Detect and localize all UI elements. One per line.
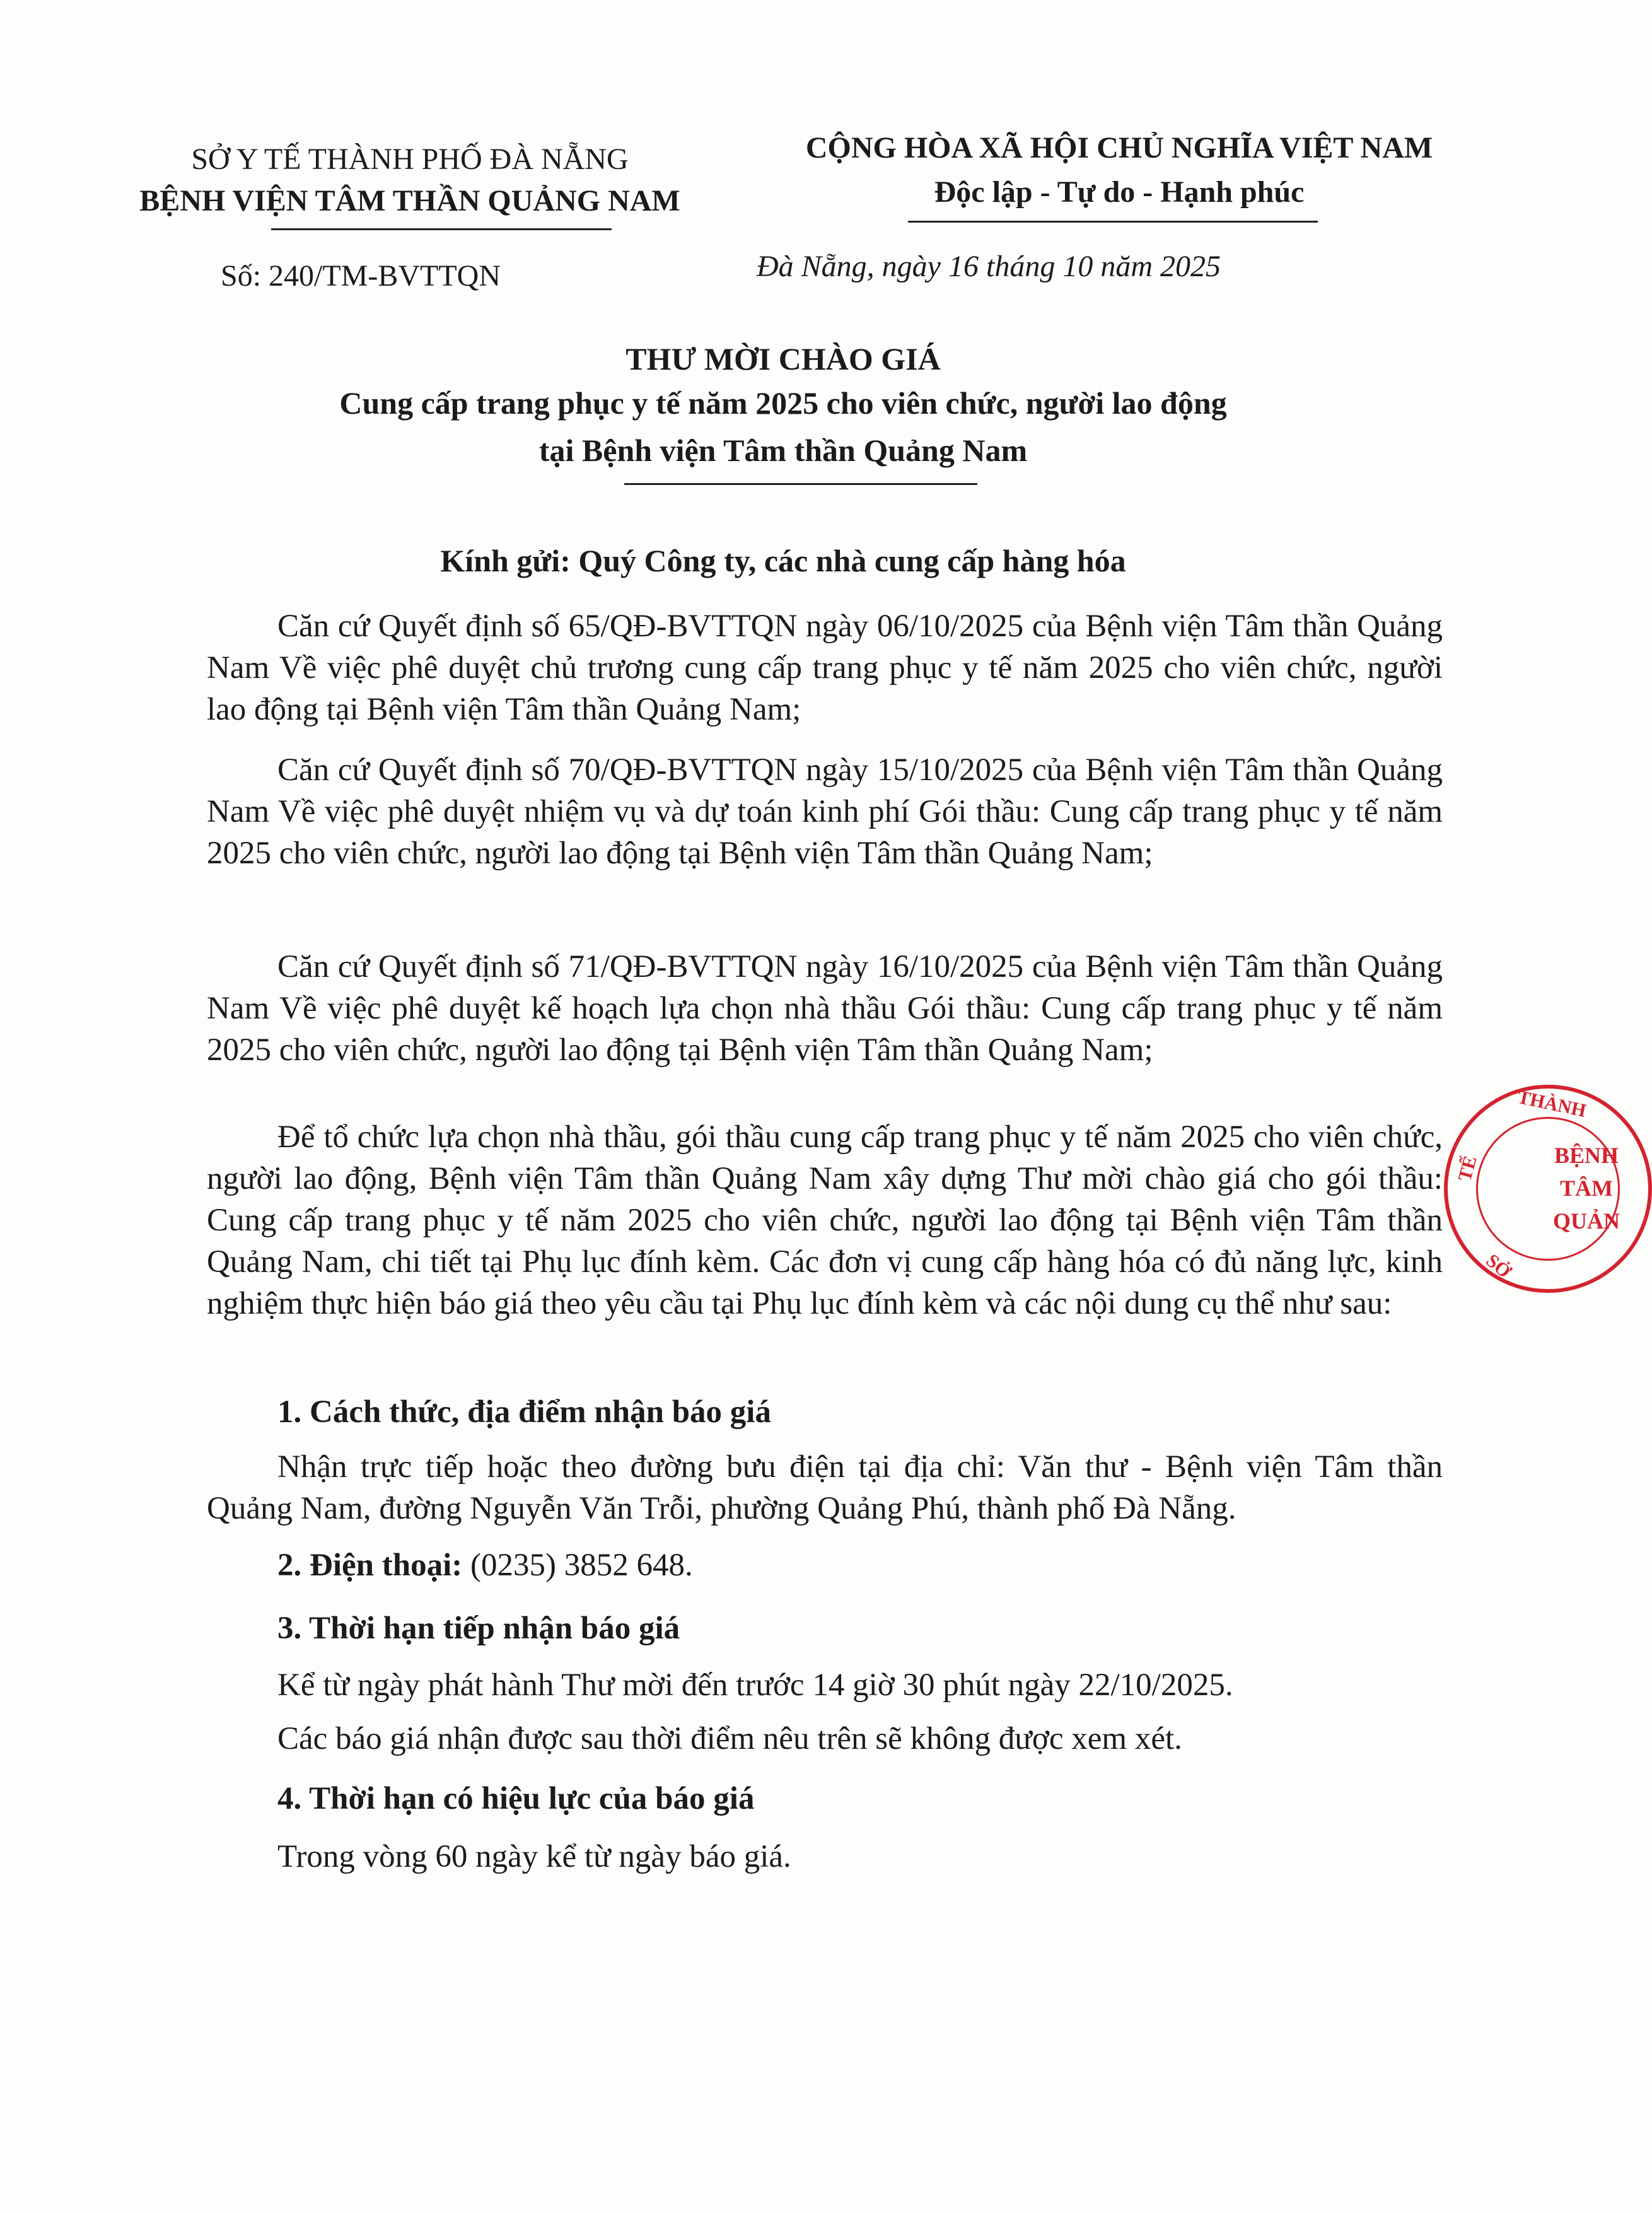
section-text-3b: Các báo giá nhận được sau thời điểm nêu trên sẽ không được xem xét.	[277, 1721, 1182, 1756]
section-heading-4: 4. Thời hạn có hiệu lực của báo giá	[277, 1781, 755, 1816]
document-date: Đà Nẵng, ngày 16 tháng 10 năm 2025	[757, 250, 1221, 283]
seal-arc-top: THÀNH	[1515, 1086, 1588, 1122]
motto-underline	[908, 221, 1318, 223]
section-text-4: Trong vòng 60 ngày kể từ ngày báo giá.	[277, 1839, 791, 1874]
official-seal	[1444, 1085, 1652, 1293]
seal-arc-bottom: SỞ	[1482, 1250, 1515, 1283]
phone-value: (0235) 3852 648.	[462, 1548, 693, 1583]
title-underline	[624, 483, 977, 485]
body-paragraph: Căn cứ Quyết định số 65/QĐ-BVTTQN ngày 06/10/2025 của Bệnh viện Tâm thần Quảng Nam Về việc phê duyệt chủ trương cung cấp trang phục y tế năm 2025 cho viên chức, người lao động tại Bệnh viện Tâm thần Quảng Nam;	[207, 609, 1443, 727]
section-text-3a: Kể từ ngày phát hành Thư mời đến trước 14 giờ 30 phút ngày 22/10/2025.	[277, 1667, 1233, 1703]
issuer-block	[101, 139, 719, 222]
issuer-hospital: BỆNH VIỆN TÂM THẦN QUẢNG NAM	[139, 184, 680, 218]
national-motto: Độc lập - Tự do - Hạnh phúc	[934, 175, 1305, 209]
national-title: CỘNG HÒA XÃ HỘI CHỦ NGHĨA VIỆT NAM	[805, 131, 1433, 165]
section-heading-1: 1. Cách thức, địa điểm nhận báo giá	[277, 1394, 771, 1430]
seal-line-2: TÂM	[1560, 1176, 1613, 1201]
phone-line	[277, 1547, 693, 1584]
national-header	[757, 126, 1482, 214]
body-paragraph: Căn cứ Quyết định số 71/QĐ-BVTTQN ngày 16/10/2025 của Bệnh viện Tâm thần Quảng Nam Về việc phê duyệt kế hoạch lựa chọn nhà thầu Gói thầu: Cung cấp trang phục y tế năm 2025 cho viên chức, người lao động tại Bệnh viện Tâm thần Quảng Nam;	[207, 949, 1443, 1068]
seal-line-1: BỆNH	[1554, 1143, 1619, 1168]
document-subtitle-line1: Cung cấp trang phục y tế năm 2025 cho viên chức, người lao động	[339, 385, 1227, 421]
recipient-line: Kính gửi: Quý Công ty, các nhà cung cấp hàng hóa	[440, 543, 1126, 578]
seal-line-3: QUẢN	[1553, 1208, 1620, 1234]
body-paragraph: Để tổ chức lựa chọn nhà thầu, gói thầu cung cấp trang phục y tế năm 2025 cho viên chức, người lao động, Bệnh viện Tâm thần Quảng Nam xây dựng Thư mời chào giá cho gói thầu: Cung cấp trang phục y tế năm 2025 cho viên chức, người lao động tại Bệnh viện Tâm thần Quảng Nam, chi tiết tại Phụ lục đính kèm. Các đơn vị cung cấp hàng hóa có đủ năng lực, kinh nghiệm thực hiện báo giá theo yêu cầu tại Phụ lục đính kèm và các nội dung cụ thể như sau:	[207, 1119, 1443, 1321]
body-paragraph: Căn cứ Quyết định số 70/QĐ-BVTTQN ngày 15/10/2025 của Bệnh viện Tâm thần Quảng Nam Về việc phê duyệt nhiệm vụ và dự toán kinh phí Gói thầu: Cung cấp trang phục y tế năm 2025 cho viên chức, người lao động tại Bệnh viện Tâm thần Quảng Nam;	[207, 752, 1443, 871]
document-title: THƯ MỜI CHÀO GIÁ	[625, 341, 941, 377]
document-subtitle-line2: tại Bệnh viện Tâm thần Quảng Nam	[538, 433, 1028, 468]
phone-label: 2. Điện thoại:	[277, 1548, 463, 1583]
seal-arc-left: TẾ	[1454, 1153, 1481, 1184]
document-number: Số: 240/TM-BVTTQN	[221, 259, 501, 293]
section-heading-3: 3. Thời hạn tiếp nhận báo giá	[277, 1611, 680, 1646]
seal-center-text	[1523, 1139, 1649, 1237]
issuer-department: SỞ Y TẾ THÀNH PHỐ ĐÀ NẴNG	[191, 143, 629, 176]
section-text-1: Nhận trực tiếp hoặc theo đường bưu điện tại địa chỉ: Văn thư - Bệnh viện Tâm thần Quảng Nam, đường Nguyễn Văn Trỗi, phường Quảng Phú, thành phố Đà Nẵng.	[207, 1449, 1443, 1526]
issuer-underline	[271, 228, 612, 230]
